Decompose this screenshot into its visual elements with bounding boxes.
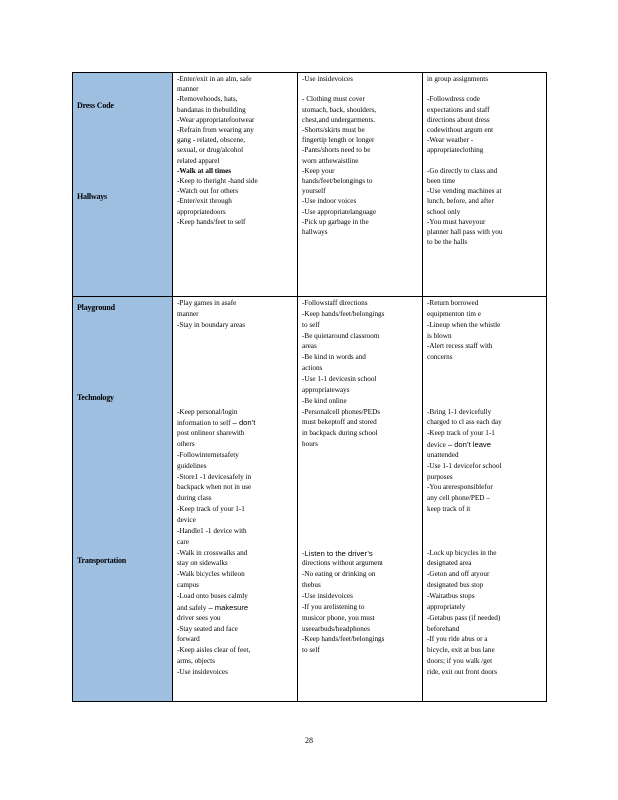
rule-line: post onlineor sharewith [177,429,245,438]
rule-line: -Wear appropriatefootwear [177,115,255,124]
rule-line: useearbuds/headphones [302,624,370,633]
rule-line: -Return borrowed [427,299,479,307]
rule-emphasis: – don’t [230,418,256,428]
rule-line: hallways [302,228,328,236]
rule-line: purposes [427,472,453,481]
rule-line: -Walk in crosswalks and [177,548,248,557]
rule-line: -Use indoor voices [302,197,357,206]
rule-line: -If you ride abus or a [427,635,488,644]
rule-line: appropriateways [302,385,350,394]
rule-line: -Pants/shorts need to be [302,146,371,155]
rule-line: yourself [302,187,326,196]
rule-line: concerns [427,353,453,362]
rule-line: to self [302,320,320,329]
rule-line: -Followdress code [427,95,480,104]
rule-line: -You areresponsiblefor [427,483,493,492]
rule-line: is blown [427,331,452,340]
category-playground: Playground [77,303,115,312]
rule-line: device – don’t leave [427,440,491,450]
rule-line: musicor phone, you must [302,613,375,622]
rule-line: campus [177,581,199,590]
rule-line: -Followinternetsafety [177,450,239,459]
rule-line: -Store1 -1 devicesafely in [177,472,252,481]
rule-emphasis: – don’t leave [445,440,491,450]
rule-line: bandanas in thebuilding [177,105,246,114]
table-row [73,73,547,297]
rule-line: others [177,440,195,449]
rule-line: manner [177,85,199,94]
rule-line: backpack when not in use [177,483,252,492]
rule-line: hands/feet/belongings to [302,177,373,185]
rule-line: -Shorts/skirts must be [302,126,365,134]
rule-line: -Waitatbus stops [427,591,475,600]
rule-line: -Keep aisles clear of feet, [177,646,251,655]
rules-cell-responsibility [423,297,547,702]
rule-line: -Lock up bicycles in the [427,548,497,557]
category-hallways: Hallways [77,192,107,201]
rule-line: -Getabus pass (if needed) [427,613,501,622]
rule-line: -Keep personal/login [177,407,238,416]
rule-line: gang - related, obscene, [177,136,246,145]
rule-line: thebus [302,581,321,590]
rule-line: -Use insidevoices [302,75,353,83]
rule-line: designated area [427,559,472,568]
rule-line: -Keep track of your 1-1 [177,505,245,514]
rule-line: -If you arelistening to [302,602,365,611]
rule-line: -Alert recess staff with [427,342,493,351]
rule-line: -Stay in boundary areas [177,320,246,329]
rule-line: beforehand [427,624,460,633]
rule-line: -Walk bicycles whileon [177,570,245,579]
rule-line: -Keep your [302,166,335,175]
rule-line: arms, objects [177,657,215,666]
rule-line: in group assignments [427,75,489,83]
rule-line: device [177,516,196,524]
rule-line: -Refrain from wearing any [177,126,254,134]
rule-line: -Removehoods, hats, [177,95,238,104]
rule-line: -Walk at all times [177,166,232,175]
rule-line: -Keep hands/feet/belongings [302,635,385,644]
rule-line: -Keep track of your 1-1 [427,429,495,438]
rule-line: manner [177,309,199,318]
rule-line: -Followstaff directions [302,299,368,307]
rule-line: equipmenton tim e [427,309,481,318]
rule-line: -Enter/exit in an alm, safe [177,75,252,83]
category-cell [73,297,173,702]
rule-line: any cell phone/PED – [427,494,490,503]
category-label: Dress Code [77,101,114,110]
rule-line: codewithout argum ent [427,126,494,134]
rule-line: keep track of it [427,505,471,514]
category-cell [73,73,173,297]
rule-line: information to self – don’t [177,418,256,428]
rules-cell-all-settings [173,73,298,297]
table-row [73,297,547,702]
rule-line: and safely – makesure [177,602,249,612]
rule-emphasis: – makesure [206,602,249,612]
rules-cell-all-settings [173,297,298,702]
rule-line: ride, exit out front doors [427,667,498,676]
rule-line: -No eating or drinking on [302,570,376,579]
rule-line: care [177,537,189,546]
rule-line: to self [302,646,320,655]
rule-line: stomach, back, shoulders, [302,105,377,114]
rule-line: -Be quietaround classroom [302,331,380,340]
page-number: 28 [305,736,313,745]
rule-line: -Be kind in words and [302,353,366,362]
rule-line: related apparel [177,156,220,165]
rule-line: appropriately [427,602,466,611]
rule-line: -Watch out for others [177,187,239,196]
rule-line: areas [302,342,317,351]
rule-line: -Pick up garbage in the [302,217,369,226]
rule-line: appropriateclothing [427,146,484,155]
rule-line: -You must haveyour [427,217,486,226]
rule-line: unattended [427,450,459,459]
rule-line: guidelines [177,461,207,470]
category-transportation: Transportation [77,556,127,565]
rule-line: -Use 1-1 devicesin school [302,374,377,383]
rule-line: worn atthewaistline [302,156,359,165]
rule-line: school only [427,207,461,216]
rule-line: - Clothing must cover [302,95,365,104]
rule-line: stay on sidewalks [177,559,228,568]
rule-line: -Load onto buses calmly [177,591,248,600]
rule-line: -Keep hands/feet to self [177,217,246,226]
rule-line: -Geton and off atyour [427,570,490,579]
rule-line: planner hall pass with you [427,228,503,236]
rule-line: -Use appropriatelanguage [302,207,377,216]
rule-line: -Use vending machines at [427,187,502,196]
rule-line: during class [177,494,212,503]
rule-line: -Use insidevoices [302,591,353,600]
rule-line: sexual, or drug/alcohol [177,146,244,155]
rule-line: doors; if you walk /get [427,657,493,666]
rule-line: designated bus stop [427,581,484,590]
rule-line: -Stay seated and face [177,624,238,633]
category-technology: Technology [77,393,114,402]
rule-line: chest,and undergarments. [302,115,376,124]
rule-line: hours [302,440,318,449]
rule-line: forward [177,635,200,644]
rule-line: directions without argument [302,559,383,568]
rule-line: -Keep to theright -hand side [177,177,258,185]
rule-line: -Handle1 -1 device with [177,526,247,535]
rule-line: lunch, before, and after [427,197,494,206]
rule-line: -Be kind online [302,396,347,405]
rule-line: -Use 1-1 devicefor school [427,461,502,470]
rules-cell-responsibility [423,73,547,297]
rules-cell-classroom [298,297,423,702]
rule-line: -Wear weather - [427,136,474,145]
rule-line: -Personalcell phones/PEDs [302,407,381,416]
rule-line: charged to cl ass each day [427,418,502,427]
rule-line: -Bring 1-1 devicefully [427,407,492,416]
rule-line: -Use insidevoices [177,667,228,676]
rule-line: been time [427,177,456,185]
rule-line: expectations and staff [427,105,490,114]
category-dress-code [77,101,167,110]
rule-line: -Play games in asafe [177,299,237,307]
rule-line: in backpack during school [302,429,378,438]
rule-line: directions about dress [427,115,490,124]
rule-line: -Keep hands/feet/belongings [302,309,385,318]
rule-line: appropriatedoors [177,207,226,216]
rule-line: to be the halls [427,238,468,247]
rule-line: -Listen to the driver’s [302,548,373,558]
rule-line: driver sees you [177,613,221,622]
rule-line: -Lineup when the whistle [427,320,501,329]
expectations-table [72,72,547,702]
rule-line: must bekeptoff and stored [302,418,377,427]
rules-cell-classroom [298,73,423,297]
rule-line: -Go directly to class and [427,166,498,175]
rule-line: actions [302,364,323,373]
rule-line: -Enter/exit through [177,197,232,206]
rule-line: fingertip length or longer [302,136,375,145]
rule-line: bicycle, exit at bus lane [427,646,495,655]
